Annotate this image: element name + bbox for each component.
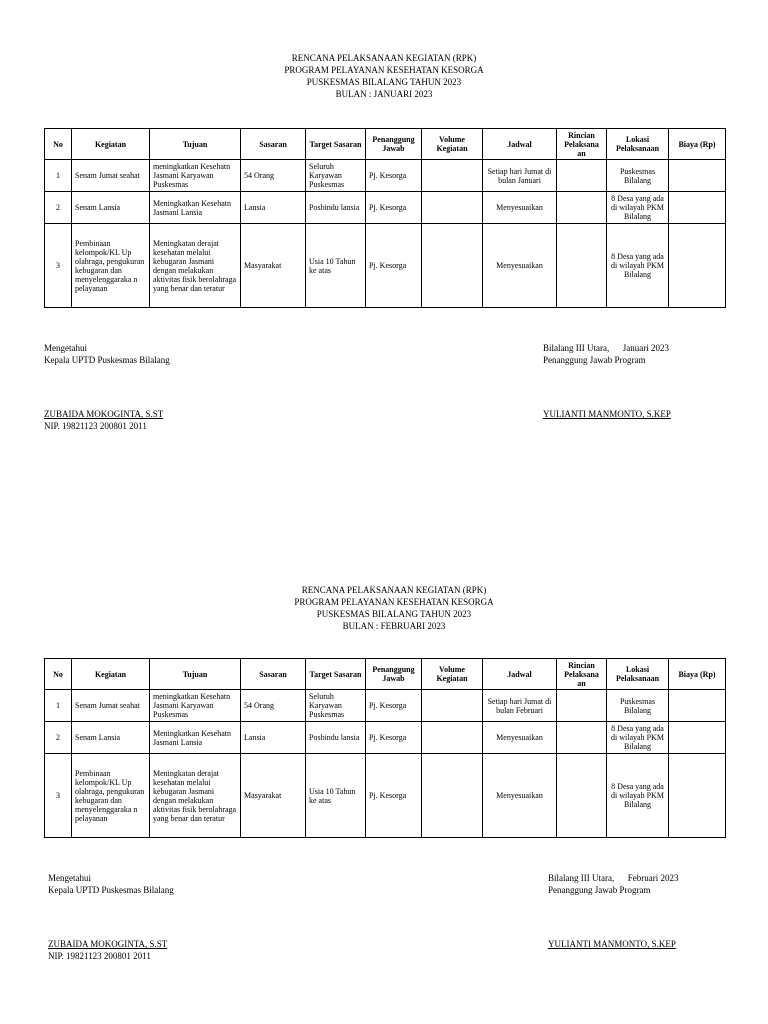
doc2-title-line: BULAN : FEBRUARI 2023 — [342, 621, 446, 631]
table-cell: Senam Jumat seahat — [72, 160, 150, 192]
table-cell: Pembinaan kelompok/KL Up olahraga, pengukuran kebugaran dan menyelenggaraka n pelayanan — [72, 224, 150, 308]
table-cell: 1 — [45, 160, 72, 192]
doc1-title — [0, 52, 768, 100]
table-cell: 3 — [45, 754, 72, 838]
doc2-title-line: RENCANA PELAKSANAAN KEGIATAN (RPK) — [301, 585, 487, 595]
table-cell — [557, 722, 607, 754]
header-cell: Tujuan — [150, 659, 241, 690]
table-cell: 1 — [45, 690, 72, 722]
table-cell: Meningkatan derajat kesehatan melalui kebugaran Jasmani dengan melakukan aktivitas fisik berolahraga yang benar dan teratur — [150, 754, 241, 838]
header-cell: Sasaran — [241, 659, 306, 690]
table-cell: Puskesmas Bilalang — [607, 690, 669, 722]
table-cell — [422, 754, 483, 838]
table-cell: Senam Lansia — [72, 722, 150, 754]
sign-position: Kepala UPTD Puskesmas Bilalang — [48, 885, 174, 895]
sign-label: Mengetahui — [48, 873, 91, 883]
sign-position: Penanggung Jawab Program — [543, 355, 646, 365]
table-cell: Posbindu lansia — [306, 722, 366, 754]
table-row — [45, 192, 726, 224]
table-cell — [669, 160, 726, 192]
header-cell: Rincian Pelaksana an — [557, 129, 607, 160]
table-cell: meningkatkan Kesehatn Jasmani Karyawan Puskesmas — [150, 690, 241, 722]
doc1-title-line: PROGRAM PELAYANAN KESEHATAN KESORGA — [284, 65, 484, 75]
sign-position: Kepala UPTD Puskesmas Bilalang — [44, 355, 170, 365]
table-cell: 3 — [45, 224, 72, 308]
signatory-name: ZUBAIDA MOKOGINTA, S.ST — [44, 409, 164, 419]
table-cell: Seluruh Karyawan Puskesmas — [306, 160, 366, 192]
table-cell — [557, 224, 607, 308]
sign-position: Penanggung Jawab Program — [548, 885, 651, 895]
doc1-title-line: PUSKESMAS BILALANG TAHUN 2023 — [306, 77, 462, 87]
table-row — [45, 224, 726, 308]
header-cell: Biaya (Rp) — [669, 129, 726, 160]
sign-place-date: Bilalang III Utara, Januari 2023 — [543, 343, 669, 353]
table-cell: 8 Desa yang ada di wilayah PKM Bilalang — [607, 192, 669, 224]
table-cell — [669, 722, 726, 754]
table-cell: Usia 10 Tahun ke atas — [306, 754, 366, 838]
table-row — [45, 754, 726, 838]
header-cell: Lokasi Pelaksanaan — [607, 659, 669, 690]
table-cell: 2 — [45, 192, 72, 224]
table-cell — [422, 690, 483, 722]
table-cell: Pembinaan kelompok/KL Up olahraga, pengukuran kebugaran dan menyelenggaraka n pelayanan — [72, 754, 150, 838]
doc1-sign-left — [44, 342, 170, 432]
header-cell: Sasaran — [241, 129, 306, 160]
table-cell: 2 — [45, 722, 72, 754]
table-cell: Setiap hari Jumat di bulan Februari — [483, 690, 557, 722]
table-cell: 54 Orang — [241, 690, 306, 722]
header-cell: No — [45, 659, 72, 690]
table-cell — [557, 754, 607, 838]
header-cell: No — [45, 129, 72, 160]
signatory-nip: NIP. 19821123 200801 2011 — [48, 951, 151, 961]
header-cell: Rincian Pelaksana an — [557, 659, 607, 690]
table-cell — [669, 224, 726, 308]
table-row — [45, 722, 726, 754]
table-cell — [669, 690, 726, 722]
table-cell: 8 Desa yang ada di wilayah PKM Bilalang — [607, 754, 669, 838]
doc2-sign-left — [48, 872, 174, 962]
table-cell — [422, 192, 483, 224]
signatory-name: ZUBAIDA MOKOGINTA, S.ST — [48, 939, 168, 949]
table-cell: Lansia — [241, 722, 306, 754]
doc1-title-line: RENCANA PELAKSANAAN KEGIATAN (RPK) — [291, 53, 477, 63]
table-cell — [422, 224, 483, 308]
table-cell: 54 Orang — [241, 160, 306, 192]
table-cell: Setiap hari Jumat di bulan Januari — [483, 160, 557, 192]
table-cell: Pj. Kesorga — [366, 722, 422, 754]
doc2-title-line: PUSKESMAS BILALANG TAHUN 2023 — [316, 609, 472, 619]
table-cell — [422, 160, 483, 192]
table-cell: Seluruh Karyawan Puskesmas — [306, 690, 366, 722]
table-cell — [557, 160, 607, 192]
header-cell: Tujuan — [150, 129, 241, 160]
header-cell: Kegiatan — [72, 659, 150, 690]
table-cell: Pj. Kesorga — [366, 754, 422, 838]
doc1-table — [44, 128, 726, 308]
header-cell: Jadwal — [483, 129, 557, 160]
table-cell: Meningkatkan Kesehatn Jasmani Lansia — [150, 192, 241, 224]
table-cell: 8 Desa yang ada di wilayah PKM Bilalang — [607, 722, 669, 754]
table-cell: Pj. Kesorga — [366, 192, 422, 224]
table-cell — [669, 754, 726, 838]
table-cell: Lansia — [241, 192, 306, 224]
table-cell: meningkatkan Kesehatn Jasmani Karyawan Puskesmas — [150, 160, 241, 192]
sign-label: Mengetahui — [44, 343, 87, 353]
table-cell: Pj. Kesorga — [366, 160, 422, 192]
table-cell: 8 Desa yang ada di wilayah PKM Bilalang — [607, 224, 669, 308]
header-cell: Kegiatan — [72, 129, 150, 160]
table-cell: Menyesuaikan — [483, 754, 557, 838]
table-header-row — [45, 659, 726, 690]
table-cell — [669, 192, 726, 224]
table-cell: Posbindu lansia — [306, 192, 366, 224]
table-cell: Usia 10 Tahun ke atas — [306, 224, 366, 308]
doc2-sign-right — [548, 872, 678, 950]
signatory-name: YULIANTI MANMONTO, S.KEP — [548, 939, 676, 949]
table-header-row — [45, 129, 726, 160]
table-cell: Meningkatan derajat kesehatan melalui kebugaran Jasmani dengan melakukan aktivitas fisik berolahraga yang benar dan teratur — [150, 224, 241, 308]
table-cell: Menyesuaikan — [483, 722, 557, 754]
table-cell — [557, 192, 607, 224]
header-cell: Volume Kegiatan — [422, 659, 483, 690]
header-cell: Lokasi Pelaksanaan — [607, 129, 669, 160]
header-cell: Penanggung Jawab — [366, 659, 422, 690]
table-cell: Meningkatkan Kesehatn Jasmani Lansia — [150, 722, 241, 754]
table-cell — [557, 690, 607, 722]
table-row — [45, 690, 726, 722]
table-cell: Senam Lansia — [72, 192, 150, 224]
table-cell: Pj. Kesorga — [366, 690, 422, 722]
table-cell: Senam Jumat seahat — [72, 690, 150, 722]
doc1-sign-right — [543, 342, 671, 420]
header-cell: Penanggung Jawab — [366, 129, 422, 160]
header-cell: Target Sasaran — [306, 129, 366, 160]
table-cell: Menyesuaikan — [483, 192, 557, 224]
table-cell: Pj. Kesorga — [366, 224, 422, 308]
table-cell: Masyarakat — [241, 224, 306, 308]
table-cell: Puskesmas Bilalang — [607, 160, 669, 192]
header-cell: Target Sasaran — [306, 659, 366, 690]
header-cell: Volume Kegiatan — [422, 129, 483, 160]
table-cell: Menyesuaikan — [483, 224, 557, 308]
doc2-table — [44, 658, 726, 838]
header-cell: Jadwal — [483, 659, 557, 690]
signatory-name: YULIANTI MANMONTO, S.KEP — [543, 409, 671, 419]
sign-place-date: Bilalang III Utara, Februari 2023 — [548, 873, 679, 883]
table-row — [45, 160, 726, 192]
doc2-title — [10, 584, 768, 632]
table-cell — [422, 722, 483, 754]
doc2-title-line: PROGRAM PELAYANAN KESEHATAN KESORGA — [294, 597, 494, 607]
doc1-title-line: BULAN : JANUARI 2023 — [335, 89, 433, 99]
signatory-nip: NIP. 19821123 200801 2011 — [44, 421, 147, 431]
header-cell: Biaya (Rp) — [669, 659, 726, 690]
table-cell: Masyarakat — [241, 754, 306, 838]
